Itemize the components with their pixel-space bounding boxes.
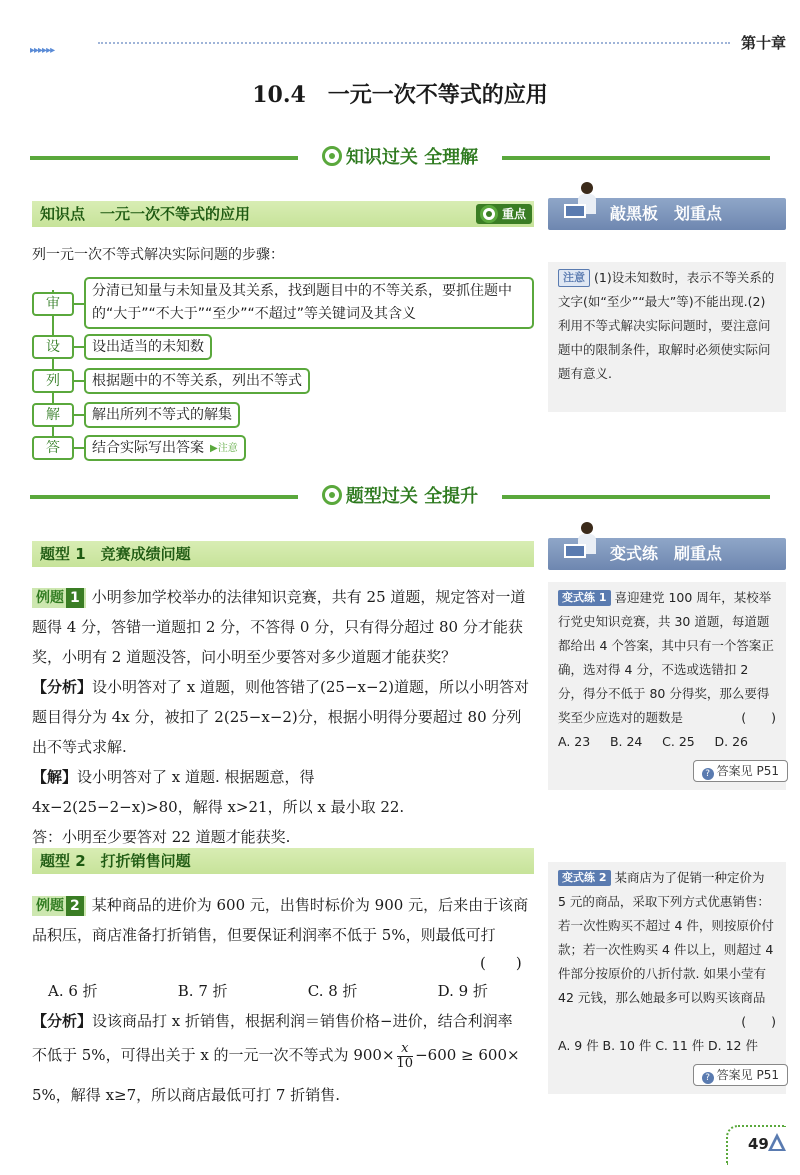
fraction-denominator: 10 <box>396 1055 414 1071</box>
page-number-box <box>726 1125 786 1165</box>
example2-analysis-2 <box>32 1040 552 1071</box>
example2-problem <box>32 890 536 950</box>
banner-text: 知识过关 全理解 <box>345 147 479 168</box>
target-icon <box>480 205 498 223</box>
practice1-text: 喜迎建党 100 周年，某校举行党史知识竞赛，共 30 道题，每道题都给出 4 个答案，其中只有一个答案正确，选对得 4 分，不选或选错扣 2 分，得分不低于 80 分得奖，那么要得奖至少应选对的题数是 <box>558 590 774 725</box>
step-label-4: 解 <box>32 403 74 427</box>
example2-text: 某种商品的进价为 600 元，出售时标价为 900 元，后来由于该商品积压，商店准备打折销售，但要保证利润率不低于 5%，则最低可打 <box>32 896 529 944</box>
practice-tag <box>558 870 611 886</box>
spiral-icon <box>322 146 342 166</box>
example2-answer-blank: ( ) <box>480 954 522 972</box>
type2-heading-text: 题型 2 打折销售问题 <box>40 852 191 870</box>
practice-number: 1 <box>598 591 607 604</box>
example-tag-label: 例题 <box>36 898 64 914</box>
analysis-text: 设小明答对了 x 道题，则他答错了(25−x−2)道题，所以小明答对题目得分为 4x 分，被扣了 2(25−x−2)分，根据小明得分要超过 80 分列出不等式求解. <box>32 678 529 756</box>
knowledge-heading <box>32 201 534 227</box>
note-link[interactable]: ▶注意 <box>210 443 238 454</box>
answer-link-text: 答案见 P51 <box>716 764 779 778</box>
option-b: B. 24 <box>609 734 643 749</box>
step-label-5: 答 <box>32 436 74 460</box>
gear-icon <box>322 485 342 505</box>
practice-tag <box>558 590 611 606</box>
example1-solution-2: 4x−2(25−2−x)>80，解得 x>21，所以 x 最小取 22. <box>32 798 405 816</box>
fraction <box>397 1042 414 1071</box>
header-decoration <box>30 38 730 56</box>
option-b: B. 10 件 <box>602 1038 652 1053</box>
banner-text: 题型过关 全提升 <box>345 486 479 507</box>
option-c: C. 11 件 <box>655 1038 705 1053</box>
practice-number: 2 <box>598 871 607 884</box>
step-text-3: 根据题中的不等关系，列出不等式 <box>84 368 310 394</box>
step-text-1: 分清已知量与未知量及其关系，找到题目中的不等关系，要抓住题中的“大于”“不大于”“至少”“不超过”等关键词及其含义 <box>84 277 534 329</box>
answer-blank: ( ) <box>741 1014 776 1029</box>
option-a: A. 9 件 <box>558 1038 599 1053</box>
practice2-text: 某商店为了促销一种定价为 5 元的商品，采取下列方式优惠销售：若一次性购买不超过 4 件，则按原价付款；若一次性购买 4 件以上，则超过 4 件部分按原价的八折付款. 如果小莹有 42 元钱，那么她最多可以购买该商品 <box>558 870 774 1005</box>
step-text-4: 解出所列不等式的解集 <box>84 402 240 428</box>
type2-heading <box>32 848 534 874</box>
answer-link[interactable] <box>693 1064 788 1086</box>
answer-link-text: 答案见 P51 <box>716 1068 779 1082</box>
practice2-options <box>558 1034 758 1058</box>
type1-heading <box>32 541 534 567</box>
example1-problem <box>32 582 536 672</box>
option-d: D. 12 件 <box>708 1038 758 1053</box>
dotted-divider <box>98 42 730 44</box>
question-icon: ? <box>702 768 714 780</box>
side-heading-blackboard <box>548 198 786 230</box>
step-text-2: 设出适当的未知数 <box>84 334 212 360</box>
section-banner-types <box>30 482 770 512</box>
knowledge-intro: 列一元一次不等式解决实际问题的步骤： <box>32 247 284 263</box>
option-a: A. 23 <box>558 734 591 749</box>
solution-text-1: 设小明答对了 x 道题. 根据题意，得 <box>77 768 315 786</box>
option-c: C. 25 <box>662 734 695 749</box>
chapter-label: 第十章 <box>740 34 786 52</box>
student-figure-icon <box>572 522 602 566</box>
option-a: A. 6 折 <box>48 982 98 1000</box>
badge-label: 重点 <box>501 207 526 221</box>
key-point-badge <box>476 204 532 224</box>
compass-icon <box>768 1133 786 1151</box>
side-heading-text: 敲黑板 划重点 <box>610 204 723 223</box>
practice-tag-label: 变式练 <box>562 871 595 884</box>
step-text-5 <box>84 435 246 461</box>
practice1-box <box>548 582 786 790</box>
analysis-text-2b: −600 ≥ 600× <box>415 1046 520 1064</box>
step-label-3: 列 <box>32 369 74 393</box>
fraction-numerator: x <box>397 1042 414 1057</box>
analysis-text-1: 设该商品打 x 折销售，根据利润＝销售价格−进价，结合利润率 <box>92 1012 513 1030</box>
section-banner-knowledge <box>30 143 770 173</box>
example-number: 2 <box>66 896 84 916</box>
example1-solution-1 <box>32 762 536 792</box>
side-heading-text: 变式练 刷重点 <box>610 544 723 563</box>
answer-link[interactable] <box>693 760 788 782</box>
arrow-icon: ▸▸▸▸▸▸ <box>30 45 55 56</box>
step-text-5-label: 结合实际写出答案 <box>92 440 204 456</box>
type1-heading-text: 题型 1 竞赛成绩问题 <box>40 545 191 563</box>
solution-label: 【解】 <box>32 768 78 786</box>
example1-text: 小明参加学校举办的法律知识竞赛，共有 25 道题，规定答对一道题得 4 分，答错一道题扣 2 分，不答得 0 分，只有得分超过 80 分才能获奖，小明有 2 道题没答，问小明至少要答对多少道题才能获奖？ <box>32 588 526 666</box>
practice2-box <box>548 862 786 1094</box>
analysis-label: 【分析】 <box>32 678 93 696</box>
option-d: D. 26 <box>714 734 748 749</box>
example1-analysis <box>32 672 536 762</box>
step-label-2: 设 <box>32 335 74 359</box>
side-note-box <box>548 262 786 412</box>
note-tag: 注意 <box>558 269 590 287</box>
page-title: 10.4 一元一次不等式的应用 <box>252 82 548 108</box>
example-tag <box>32 588 86 608</box>
option-c: C. 8 折 <box>307 982 358 1000</box>
example-tag <box>32 896 86 916</box>
knowledge-heading-text: 知识点 一元一次不等式的应用 <box>40 205 251 223</box>
flow-branch <box>74 346 84 348</box>
option-b: B. 7 折 <box>177 982 228 1000</box>
practice-tag-label: 变式练 <box>562 591 595 604</box>
example2-analysis-1 <box>32 1006 536 1036</box>
question-icon: ? <box>702 1072 714 1084</box>
analysis-label: 【分析】 <box>32 1012 93 1030</box>
page-number: 49 <box>748 1135 769 1153</box>
flow-branch <box>74 303 84 305</box>
example2-analysis-3: 5%，解得 x≥7，所以商店最低可打 7 折销售. <box>32 1086 340 1104</box>
teacher-figure-icon <box>572 182 602 226</box>
analysis-text-2a: 不低于 5%，可得出关于 x 的一元一次不等式为 900× <box>32 1046 395 1064</box>
flow-branch <box>74 447 84 449</box>
practice1-options <box>558 730 748 754</box>
answer-blank: ( ) <box>741 710 776 725</box>
flow-branch <box>74 414 84 416</box>
side-heading-practice <box>548 538 786 570</box>
example1-solution-3: 答：小明至少要答对 22 道题才能获奖. <box>32 828 291 846</box>
flow-branch <box>74 380 84 382</box>
option-d: D. 9 折 <box>437 982 488 1000</box>
example-number: 1 <box>66 588 84 608</box>
step-label-1: 审 <box>32 292 74 316</box>
side-note-text: (1)设未知数时，表示不等关系的文字(如“至少”“最大”等)不能出现.(2)利用不等式解决实际问题时，要注意问题中的限制条件，取解时必须使实际问题有意义. <box>558 270 775 381</box>
example-tag-label: 例题 <box>36 590 64 606</box>
example2-options <box>48 976 488 1006</box>
